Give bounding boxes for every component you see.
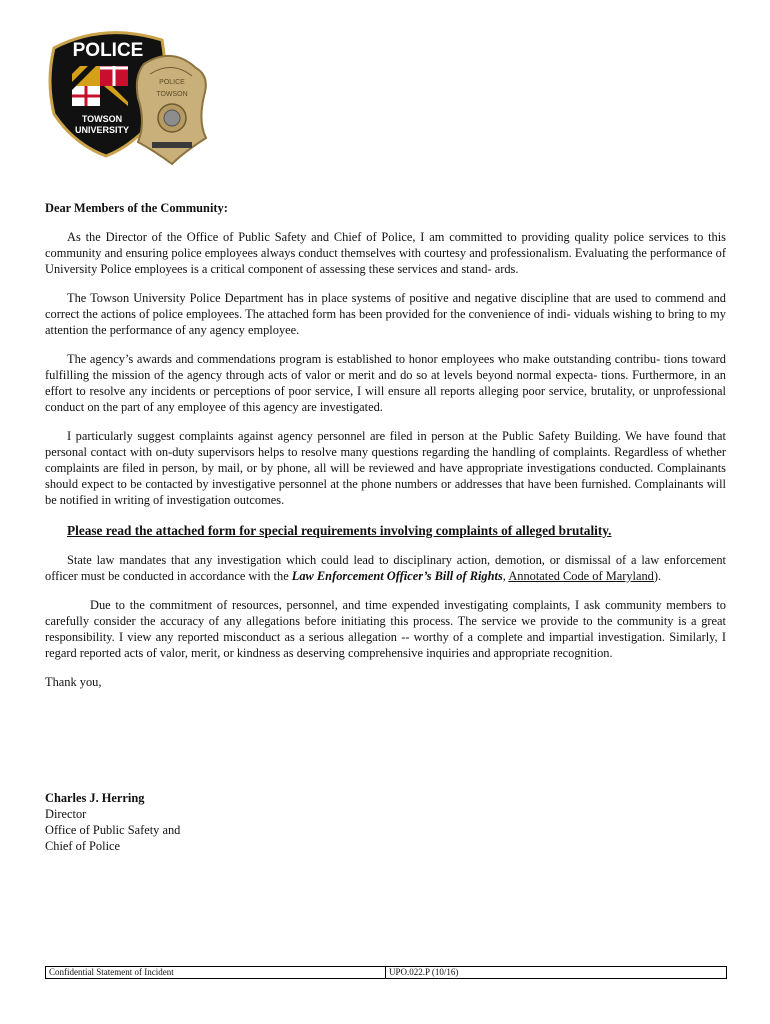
badge-police-text: POLICE (159, 79, 185, 86)
maryland-flag (72, 66, 128, 106)
signer-title-1: Director (45, 807, 87, 821)
brutality-notice: Please read the attached form for special requirements involving complaints of alleged brutality. (67, 523, 612, 538)
paragraph-5-end: ). (653, 569, 662, 583)
paragraph-4: I particularly suggest complaints against agency personnel are filed in person at the Public Safety Building. We have found that personal contact with on-duty supervisors helps to resolve many questions regarding the handling of complaints. Regardless of whether complaints are filed in person, by mail, or by phone, all will be reviewed and have appropriate investigations conducted. Complainants should expect to be contacted by investigative personnel at the phone numbers or addresses that have been furnished. Complainants will be notified in writing of investigation outcomes. (45, 429, 726, 507)
salutation: Dear Members of the Community: (45, 201, 228, 215)
paragraph-6: Due to the commitment of resources, personnel, and time expended investigating complaints, I ask community members to carefully consider the accuracy of any allegations before initiating this process. The service we provide to the community is a great responsibility. I view any reported misconduct as a serious allegation -- worthy of a complete and impartial investigation. Similarly, I regard reported acts of valor, merit, or kindness as deserving comprehensive inquiries and appropriate recognition. (45, 598, 726, 660)
signer-title-2: Office of Public Safety and (45, 823, 181, 837)
letter-body (45, 200, 726, 703)
patch-towson-text: TOWSON (81, 114, 123, 124)
paragraph-5 (45, 552, 726, 584)
bill-of-rights-title: Law Enforcement Officer’s Bill of Rights (291, 569, 503, 583)
footer-form-code: UPO.022.P (10/16) (389, 967, 459, 977)
police-logo (44, 26, 219, 168)
patch-university-text: UNIVERSITY (74, 125, 130, 135)
badge-towson-text: TOWSON (156, 91, 188, 98)
paragraph-5-comma: , (502, 569, 509, 583)
signer-name: Charles J. Herring (45, 791, 145, 805)
paragraph-2: The Towson University Police Department has in place systems of positive and negative discipline that are used to commend and correct the actions of police employees. The attached form has been provided for the convenience of indi- viduals wishing to bring to my attention the performance of any agency employee. (45, 291, 726, 337)
police-badge (137, 56, 206, 164)
annotated-code-title: Annotated Code of Maryland (508, 569, 654, 583)
footer-box (45, 966, 727, 979)
signature-block (45, 790, 180, 854)
closing: Thank you, (45, 675, 102, 689)
paragraph-5-text: State law mandates that any investigation which could lead to disciplinary action, demotion, or dismissal of a law enforcement officer must be conducted in accordance with the (45, 553, 726, 583)
paragraph-3: The agency’s awards and commendations program is established to honor employees who make outstanding contribu- tions toward fulfilling the mission of the agency through acts of valor or merit and do so at levels beyond normal expecta- tions. Furthermore, in an effort to resolve any incidents or perceptions of poor service, I will ensure all reports alleging poor service, brutality, or unprofessional conduct on the part of any employee of this agency are investigated. (45, 352, 726, 414)
patch-police-text: POLICE (72, 40, 144, 61)
footer-form-title: Confidential Statement of Incident (46, 967, 386, 978)
paragraph-1: As the Director of the Office of Public Safety and Chief of Police, I am committed to providing quality police services to this community and ensuring police employees always conduct themselves with courtesy and professionalism. Evaluating the performance of University Police employees is a critical component of assessing these services and stand- ards. (45, 230, 726, 276)
signer-title-3: Chief of Police (45, 839, 121, 853)
